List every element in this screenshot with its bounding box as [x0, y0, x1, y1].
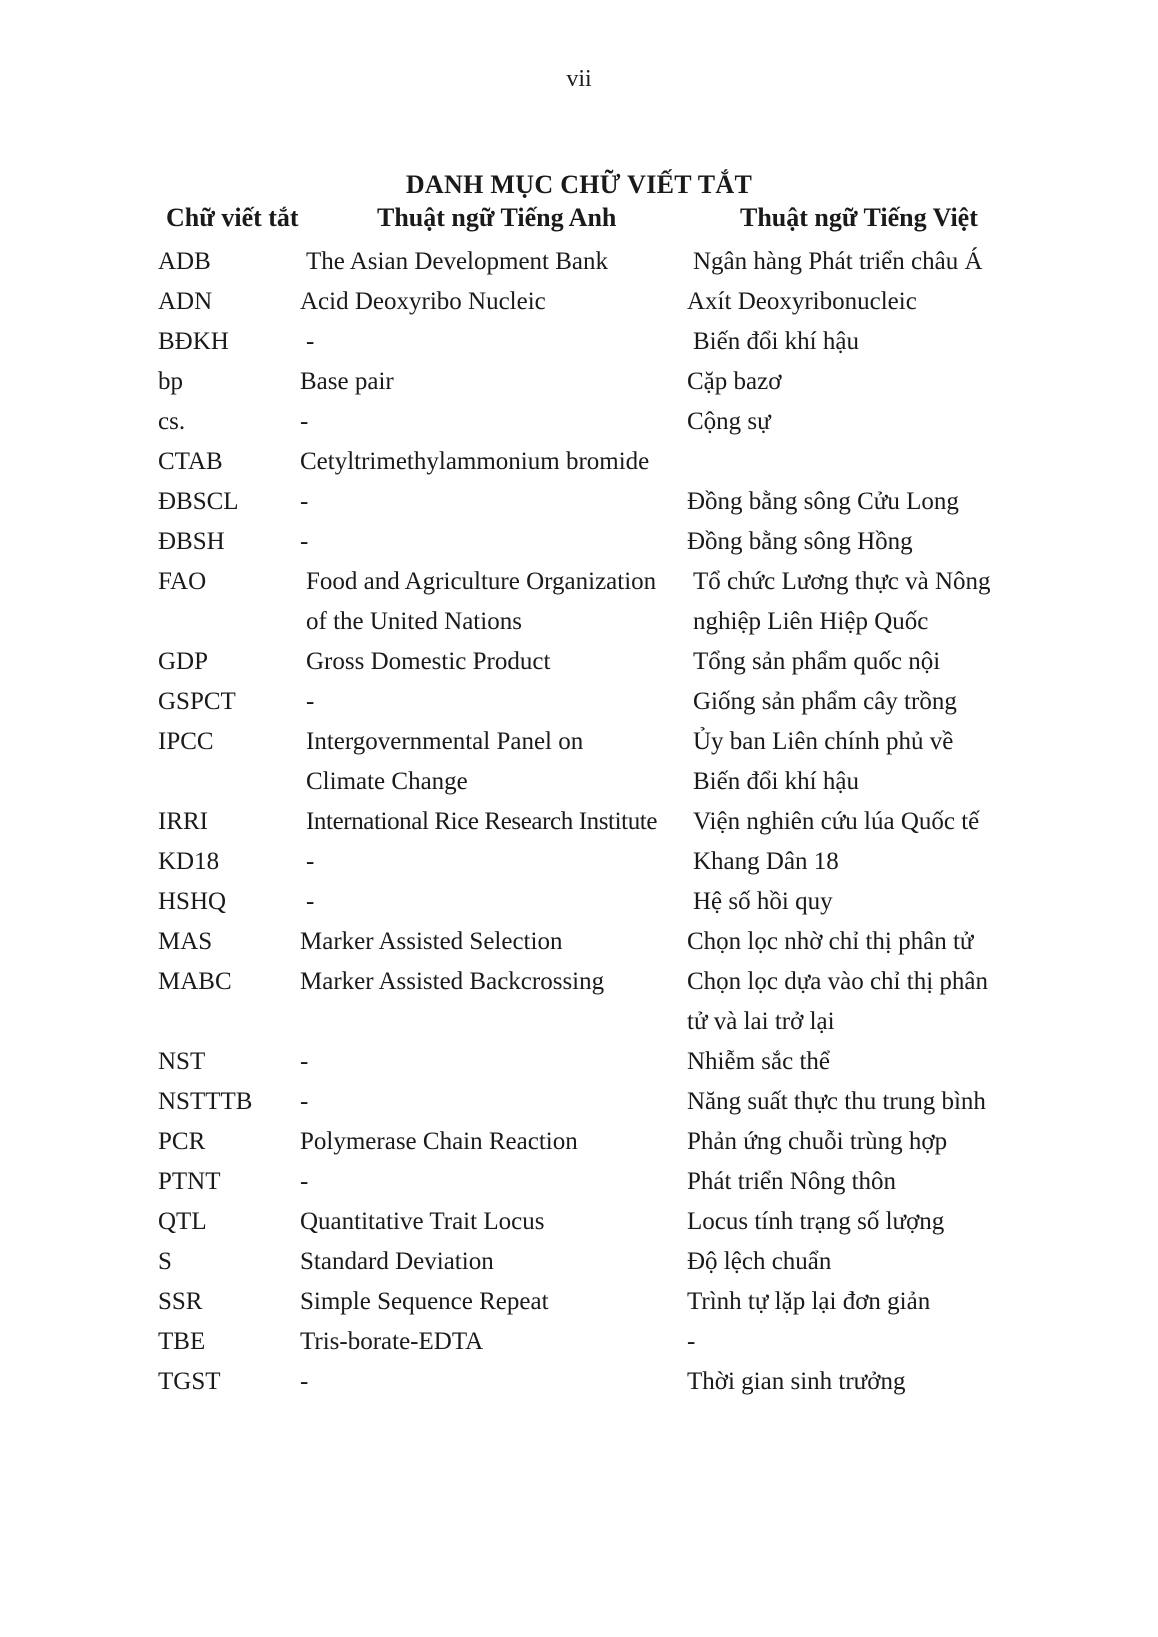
table-row	[0, 282, 1158, 322]
table-row	[0, 642, 1158, 682]
abbr-cell: MABC	[158, 968, 232, 995]
vietnamese-cell: Cộng sự	[687, 408, 771, 435]
table-header	[0, 203, 1158, 239]
table-row	[0, 722, 1158, 802]
vietnamese-cell: Locus tính trạng số lượng	[687, 1208, 945, 1235]
vietnamese-cell: Độ lệch chuẩn	[687, 1248, 832, 1275]
table-row	[0, 1162, 1158, 1202]
table-row	[0, 842, 1158, 882]
vietnamese-cell: Nhiễm sắc thể	[687, 1048, 831, 1075]
table-row	[0, 1362, 1158, 1402]
abbr-cell: TBE	[158, 1328, 206, 1355]
abbr-cell: PCR	[158, 1128, 206, 1155]
english-cell: -	[306, 328, 315, 355]
english-cell: Quantitative Trait Locus	[300, 1208, 545, 1235]
table-row	[0, 962, 1158, 1042]
english-cell: Gross Domestic Product	[306, 648, 551, 675]
english-cell: -	[300, 1368, 309, 1395]
abbr-cell: IPCC	[158, 728, 214, 755]
header-vietnamese: Thuật ngữ Tiếng Việt	[740, 203, 978, 232]
vietnamese-cell: Thời gian sinh trưởng	[687, 1368, 906, 1395]
english-cell: The Asian Development Bank	[306, 248, 609, 275]
table-row	[0, 442, 1158, 482]
page-title: DANH MỤC CHỮ VIẾT TẮT	[405, 170, 753, 199]
vietnamese-cell: Hệ số hồi quy	[693, 888, 833, 915]
abbr-cell: ADN	[158, 288, 213, 315]
english-cell: -	[300, 488, 309, 515]
vietnamese-cell: Đồng bằng sông Cửu Long	[687, 488, 959, 515]
table-row	[0, 482, 1158, 522]
table-row	[0, 1322, 1158, 1362]
english-cell: Intergovernmental Panel on Climate Change	[306, 728, 584, 795]
table-row	[0, 1042, 1158, 1082]
vietnamese-cell: Khang Dân 18	[693, 848, 839, 875]
vietnamese-cell: Tổ chức Lương thực và Nông nghiệp Liên Hiệp Quốc	[693, 568, 991, 635]
english-cell: Food and Agriculture Organization of the United Nations	[306, 568, 657, 635]
abbr-cell: GDP	[158, 648, 209, 675]
abbr-cell: cs.	[158, 408, 186, 435]
english-cell: -	[300, 1048, 309, 1075]
english-cell: -	[300, 1088, 309, 1115]
table-row	[0, 1282, 1158, 1322]
table-row	[0, 402, 1158, 442]
vietnamese-cell: Biến đổi khí hậu	[693, 328, 859, 355]
english-cell: Marker Assisted Selection	[300, 928, 563, 955]
english-cell: Cetyltrimethylammonium bromide	[300, 448, 650, 475]
abbr-cell: HSHQ	[158, 888, 227, 915]
english-cell: -	[300, 408, 309, 435]
english-cell: Standard Deviation	[300, 1248, 494, 1275]
vietnamese-cell: Cặp bazơ	[687, 368, 782, 395]
abbr-cell: PTNT	[158, 1168, 221, 1195]
table-row	[0, 562, 1158, 642]
vietnamese-cell: Viện nghiên cứu lúa Quốc tế	[693, 808, 980, 835]
header-english: Thuật ngữ Tiếng Anh	[377, 203, 617, 232]
abbr-cell: ĐBSCL	[158, 488, 239, 515]
abbr-cell: KD18	[158, 848, 220, 875]
page-number: vii	[566, 66, 592, 92]
abbr-cell: TGST	[158, 1368, 221, 1395]
vietnamese-cell: Giống sản phẩm cây trồng	[693, 688, 957, 715]
table-row	[0, 682, 1158, 722]
abbr-cell: NST	[158, 1048, 206, 1075]
vietnamese-cell: Chọn lọc dựa vào chỉ thị phân tử và lai trở lại	[687, 968, 988, 1035]
abbreviation-table	[0, 242, 1158, 1402]
english-cell: Simple Sequence Repeat	[300, 1288, 549, 1315]
abbr-cell: BĐKH	[158, 328, 229, 355]
abbr-cell: CTAB	[158, 448, 223, 475]
english-cell: -	[300, 1168, 309, 1195]
english-cell: Base pair	[300, 368, 394, 395]
vietnamese-cell: Trình tự lặp lại đơn giản	[687, 1288, 931, 1315]
abbr-cell: bp	[158, 368, 183, 395]
english-cell: International Rice Research Institute	[306, 808, 658, 835]
abbr-cell: GSPCT	[158, 688, 236, 715]
abbr-cell: NSTTTB	[158, 1088, 253, 1115]
table-row	[0, 242, 1158, 282]
english-cell: -	[306, 688, 315, 715]
table-row	[0, 1202, 1158, 1242]
table-row	[0, 922, 1158, 962]
abbr-cell: SSR	[158, 1288, 203, 1315]
vietnamese-cell: Axít Deoxyribonucleic	[687, 288, 917, 315]
vietnamese-cell: -	[687, 1328, 696, 1355]
english-cell: -	[306, 848, 315, 875]
abbr-cell: MAS	[158, 928, 213, 955]
abbr-cell: ĐBSH	[158, 528, 225, 555]
table-row	[0, 1242, 1158, 1282]
vietnamese-cell: Ủy ban Liên chính phủ về Biến đổi khí hậu	[693, 728, 954, 795]
table-row	[0, 522, 1158, 562]
vietnamese-cell: Đồng bằng sông Hồng	[687, 528, 913, 555]
table-row	[0, 1082, 1158, 1122]
table-row	[0, 1122, 1158, 1162]
vietnamese-cell: Chọn lọc nhờ chỉ thị phân tử	[687, 928, 974, 955]
vietnamese-cell: Năng suất thực thu trung bình	[687, 1088, 986, 1115]
abbr-cell: ADB	[158, 248, 211, 275]
english-cell: Acid Deoxyribo Nucleic	[300, 288, 546, 315]
vietnamese-cell: Phát triển Nông thôn	[687, 1168, 897, 1195]
vietnamese-cell: Ngân hàng Phát triển châu Á	[693, 248, 983, 275]
table-row	[0, 322, 1158, 362]
header-abbreviation: Chữ viết tắt	[166, 203, 299, 232]
abbr-cell: S	[158, 1248, 172, 1275]
table-row	[0, 882, 1158, 922]
vietnamese-cell: Phản ứng chuỗi trùng hợp	[687, 1128, 948, 1155]
english-cell: Marker Assisted Backcrossing	[300, 968, 605, 995]
english-cell: -	[300, 528, 309, 555]
abbr-cell: QTL	[158, 1208, 207, 1235]
table-row	[0, 362, 1158, 402]
english-cell: -	[306, 888, 315, 915]
abbr-cell: FAO	[158, 568, 207, 595]
table-row	[0, 802, 1158, 842]
abbr-cell: IRRI	[158, 808, 208, 835]
vietnamese-cell: Tổng sản phẩm quốc nội	[693, 648, 941, 675]
english-cell: Polymerase Chain Reaction	[300, 1128, 578, 1155]
english-cell: Tris-borate-EDTA	[300, 1328, 484, 1355]
